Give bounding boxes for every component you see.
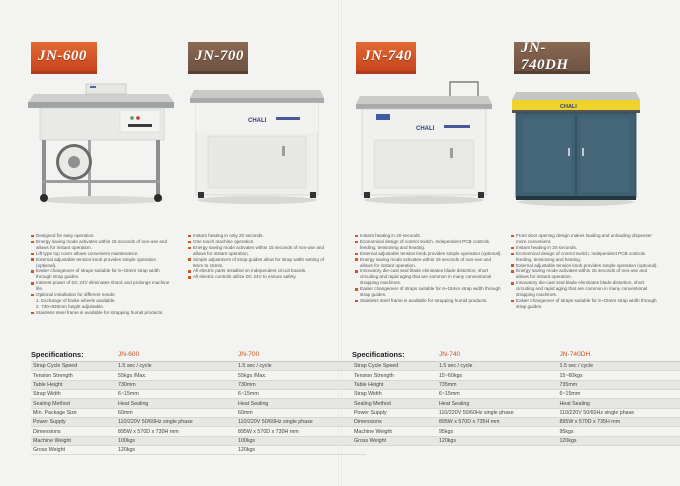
spec-row bbox=[31, 436, 366, 445]
spec-label: Strap Cycle Speed bbox=[352, 362, 437, 371]
tab-jn-740dh bbox=[514, 39, 590, 74]
feature-item: Easier changeover of straps suitable for 6~15mm strap width through strap guides. bbox=[511, 298, 661, 310]
spec-title: Specifications: bbox=[31, 349, 116, 362]
spec-value: 895W x 570D x 730H mm bbox=[116, 427, 236, 436]
feature-item: Designed for easy operation. bbox=[31, 233, 175, 239]
spec-value: 120kgs bbox=[116, 446, 236, 455]
spec-label: Tension Strength bbox=[352, 371, 437, 380]
feature-item: Lift type top cover allows convenient maintenance. bbox=[31, 251, 175, 257]
spec-value: 120kgs bbox=[557, 436, 680, 445]
spec-label: Strap Width bbox=[352, 390, 437, 399]
spec-value: 6~15mm bbox=[236, 390, 366, 399]
spec-label: Strap Width bbox=[31, 390, 116, 399]
tab-label-jn-700: JN-700 bbox=[195, 48, 244, 64]
spec-value: 110/220V 50/60Hz single phase bbox=[437, 408, 558, 417]
feature-item: One touch machine operation. bbox=[188, 239, 334, 245]
spec-value: 1.5 sec / cycle bbox=[557, 362, 680, 371]
right-spec-table bbox=[352, 349, 680, 446]
feature-item: All electric parts installed on independent circuit boards. bbox=[188, 268, 334, 274]
spec-row bbox=[31, 371, 366, 380]
feature-item: Energy saving mode activates within 15 seconds of non-use and allows for instant operation. bbox=[511, 268, 661, 280]
spec-row bbox=[31, 399, 366, 408]
spec-label: Gross Weight bbox=[352, 436, 437, 445]
spec-value: 6~15mm bbox=[557, 390, 680, 399]
tab-label-jn-740: JN-740 bbox=[363, 48, 412, 64]
spec-row bbox=[352, 362, 680, 371]
spec-row bbox=[31, 380, 366, 389]
tab-label-jn-740dh: JN-740DH bbox=[521, 39, 569, 73]
spec-row bbox=[31, 362, 366, 371]
spec-row bbox=[31, 408, 366, 417]
spec-label: Dimensions bbox=[352, 418, 437, 427]
spec-value: 15~60kgs bbox=[437, 371, 558, 380]
spec-row bbox=[352, 390, 680, 399]
spec-value: 6~15mm bbox=[437, 390, 558, 399]
spec-row bbox=[352, 436, 680, 445]
spec-value: 895W x 570D x 730H mm bbox=[236, 427, 366, 436]
feature-item: Simple adjustment of strap guides allow for strap width setting of 6mm to 15mm. bbox=[188, 257, 334, 269]
spec-label: Sealing Method bbox=[31, 399, 116, 408]
spec-value: 55kgs /Max. bbox=[236, 371, 366, 380]
spec-value: 110/220V 50/60Hz single phase bbox=[236, 418, 366, 427]
left-spec-table bbox=[31, 349, 366, 455]
jn-700-feature-list bbox=[188, 233, 334, 280]
spec-value: 895W x 570D x 735H mm bbox=[557, 418, 680, 427]
spec-header-row bbox=[352, 349, 680, 362]
spec-row bbox=[352, 399, 680, 408]
spec-row bbox=[352, 380, 680, 389]
spec-value: 60mm bbox=[116, 408, 236, 417]
spec-model-header: JN-740DH bbox=[557, 349, 680, 362]
spec-row bbox=[352, 408, 680, 417]
jn-740-machine-image bbox=[356, 78, 492, 204]
spec-label: Table Height bbox=[352, 380, 437, 389]
spec-header-row bbox=[31, 349, 366, 362]
spec-row bbox=[31, 390, 366, 399]
feature-item: External adjustable tension knob provides simple operation (optional). bbox=[511, 263, 661, 269]
spec-value: 6~15mm bbox=[116, 390, 236, 399]
feature-item: Stainless steel frame is available for strapping humid products. bbox=[355, 298, 505, 304]
feature-item: Energy saving mode activates within 15 seconds of non-use and allows for instant operation. bbox=[355, 257, 505, 269]
spec-model-header: JN-700 bbox=[236, 349, 366, 362]
tab-label-jn-600: JN-600 bbox=[38, 48, 87, 64]
feature-item: Innovatory die-cast seal blade eliminates blade distortion, short circuiting and rapid aging that are common in many conventional strapping machines. bbox=[511, 280, 661, 298]
spec-row bbox=[352, 371, 680, 380]
spec-value: 95kgs bbox=[437, 427, 558, 436]
spec-model-header: JN-600 bbox=[116, 349, 236, 362]
feature-subitem: 2. 730~830mm height adjustable. bbox=[36, 303, 105, 309]
right-spec-table-wrap bbox=[352, 349, 680, 446]
svg-text:CHALI: CHALI bbox=[248, 118, 267, 124]
spec-value: 730mm bbox=[236, 380, 366, 389]
spec-row bbox=[352, 427, 680, 436]
feature-item: Innovatory die-cast seal blade eliminates blade distortion; short circuiting and rapid aging that are common in many conventional strapping machines. bbox=[355, 268, 505, 286]
spec-label: Machine Weight bbox=[31, 436, 116, 445]
spec-value: 1.5 sec / cycle bbox=[236, 362, 366, 371]
spec-value: 1.5 sec / cycle bbox=[116, 362, 236, 371]
spec-value: 60mm bbox=[236, 408, 366, 417]
spec-label: Power Supply bbox=[352, 408, 437, 417]
spec-value: 1.5 sec / cycle bbox=[437, 362, 558, 371]
feature-item: Front door opening design makes loading and unloading dispenser more convenient. bbox=[511, 233, 661, 245]
spec-value: 100kgs bbox=[116, 436, 236, 445]
spec-row bbox=[31, 427, 366, 436]
spec-value: Heat Sealing bbox=[116, 399, 236, 408]
svg-text:CHALI: CHALI bbox=[560, 104, 577, 110]
spec-value: 100kgs bbox=[236, 436, 366, 445]
tab-jn-740 bbox=[356, 42, 416, 74]
spec-model-header: JN-740 bbox=[437, 349, 558, 362]
spec-label: Table Height bbox=[31, 380, 116, 389]
feature-item: Instant heating in only 20 seconds. bbox=[188, 233, 334, 239]
spec-value: Heat Sealing bbox=[236, 399, 366, 408]
feature-item: All electric controls utilize DC 24V to ensure safety. bbox=[188, 274, 334, 280]
feature-item: Easier changeover of straps suitable for 6~15mm strap width through strap guides. bbox=[355, 286, 505, 298]
tab-jn-700 bbox=[188, 42, 248, 74]
spec-row bbox=[352, 418, 680, 427]
feature-item: External adjustable tension knob provides simple operation (optional). bbox=[31, 257, 175, 269]
spec-value: 895W x 570D x 735H mm bbox=[437, 418, 558, 427]
feature-item: Stainless steel frame is available for strapping humid products. bbox=[31, 310, 175, 316]
feature-item: External adjustable tension knob provides simple operation (optional). bbox=[355, 251, 505, 257]
feature-item: Interest power of DC 24V eliminates shock and prolongs machine life. bbox=[31, 280, 175, 292]
tab-jn-600 bbox=[31, 42, 97, 74]
spec-label: Power Supply bbox=[31, 418, 116, 427]
spec-value: 110/220V 50/60Hz single phase bbox=[557, 408, 680, 417]
spec-value: 735mm bbox=[557, 380, 680, 389]
spec-label: Dimensions bbox=[31, 427, 116, 436]
jn-600-feature-list bbox=[31, 233, 175, 316]
left-spec-table-wrap bbox=[31, 349, 366, 455]
spec-label: Sealing Method bbox=[352, 399, 437, 408]
spec-value: 95kgs bbox=[557, 427, 680, 436]
spec-value: 735mm bbox=[437, 380, 558, 389]
spec-row bbox=[31, 418, 366, 427]
spec-value: 120kgs bbox=[437, 436, 558, 445]
spec-value: 110/220V 50/60Hz single phase bbox=[116, 418, 236, 427]
feature-item: Economical design of control switch. Independent PCB controls feeding, tensioning and heating. bbox=[355, 239, 505, 251]
jn-740dh-feature-list bbox=[511, 233, 661, 310]
feature-item: Energy saving mode activates within 15 seconds of non-use and allows for instant operation. bbox=[31, 239, 175, 251]
feature-subitem: 1. Exchange of brake wheels available. bbox=[36, 297, 116, 303]
spec-row bbox=[31, 446, 366, 455]
jn-700-machine-image bbox=[190, 86, 324, 204]
feature-item: Instant heating in 20 seconds. bbox=[511, 245, 661, 251]
feature-item: Economical design of control switch. Independent PCB controls feeding, tensioning and heating. bbox=[511, 251, 661, 263]
spec-value: Heat Sealing bbox=[437, 399, 558, 408]
feature-item: Instant heating in 20 seconds. bbox=[355, 233, 505, 239]
feature-item: Easier changeover of straps suitable for 6~15mm strap width through strap guides. bbox=[31, 268, 175, 280]
svg-text:CHALI: CHALI bbox=[416, 126, 435, 132]
jn-600-machine-image bbox=[28, 80, 176, 206]
feature-item: Energy saving mode activates within 15 seconds of non-use and allows for instant operation. bbox=[188, 245, 334, 257]
spec-value: 15~60kgs bbox=[557, 371, 680, 380]
spec-label: Gross Weight bbox=[31, 446, 116, 455]
spec-label: Tension Strength bbox=[31, 371, 116, 380]
feature-item: Optional installation for different needs: bbox=[31, 292, 175, 298]
spec-label: Min. Package Size bbox=[31, 408, 116, 417]
spec-title: Specifications: bbox=[352, 349, 437, 362]
spec-label: Machine Weight bbox=[352, 427, 437, 436]
jn-740dh-machine-image bbox=[512, 88, 640, 206]
spec-value: Heat Sealing bbox=[557, 399, 680, 408]
jn-740-feature-list bbox=[355, 233, 505, 304]
spec-label: Strap Cycle Speed bbox=[31, 362, 116, 371]
spec-value: 55kgs /Max. bbox=[116, 371, 236, 380]
spec-value: 730mm bbox=[116, 380, 236, 389]
spec-value: 120kgs bbox=[236, 446, 366, 455]
